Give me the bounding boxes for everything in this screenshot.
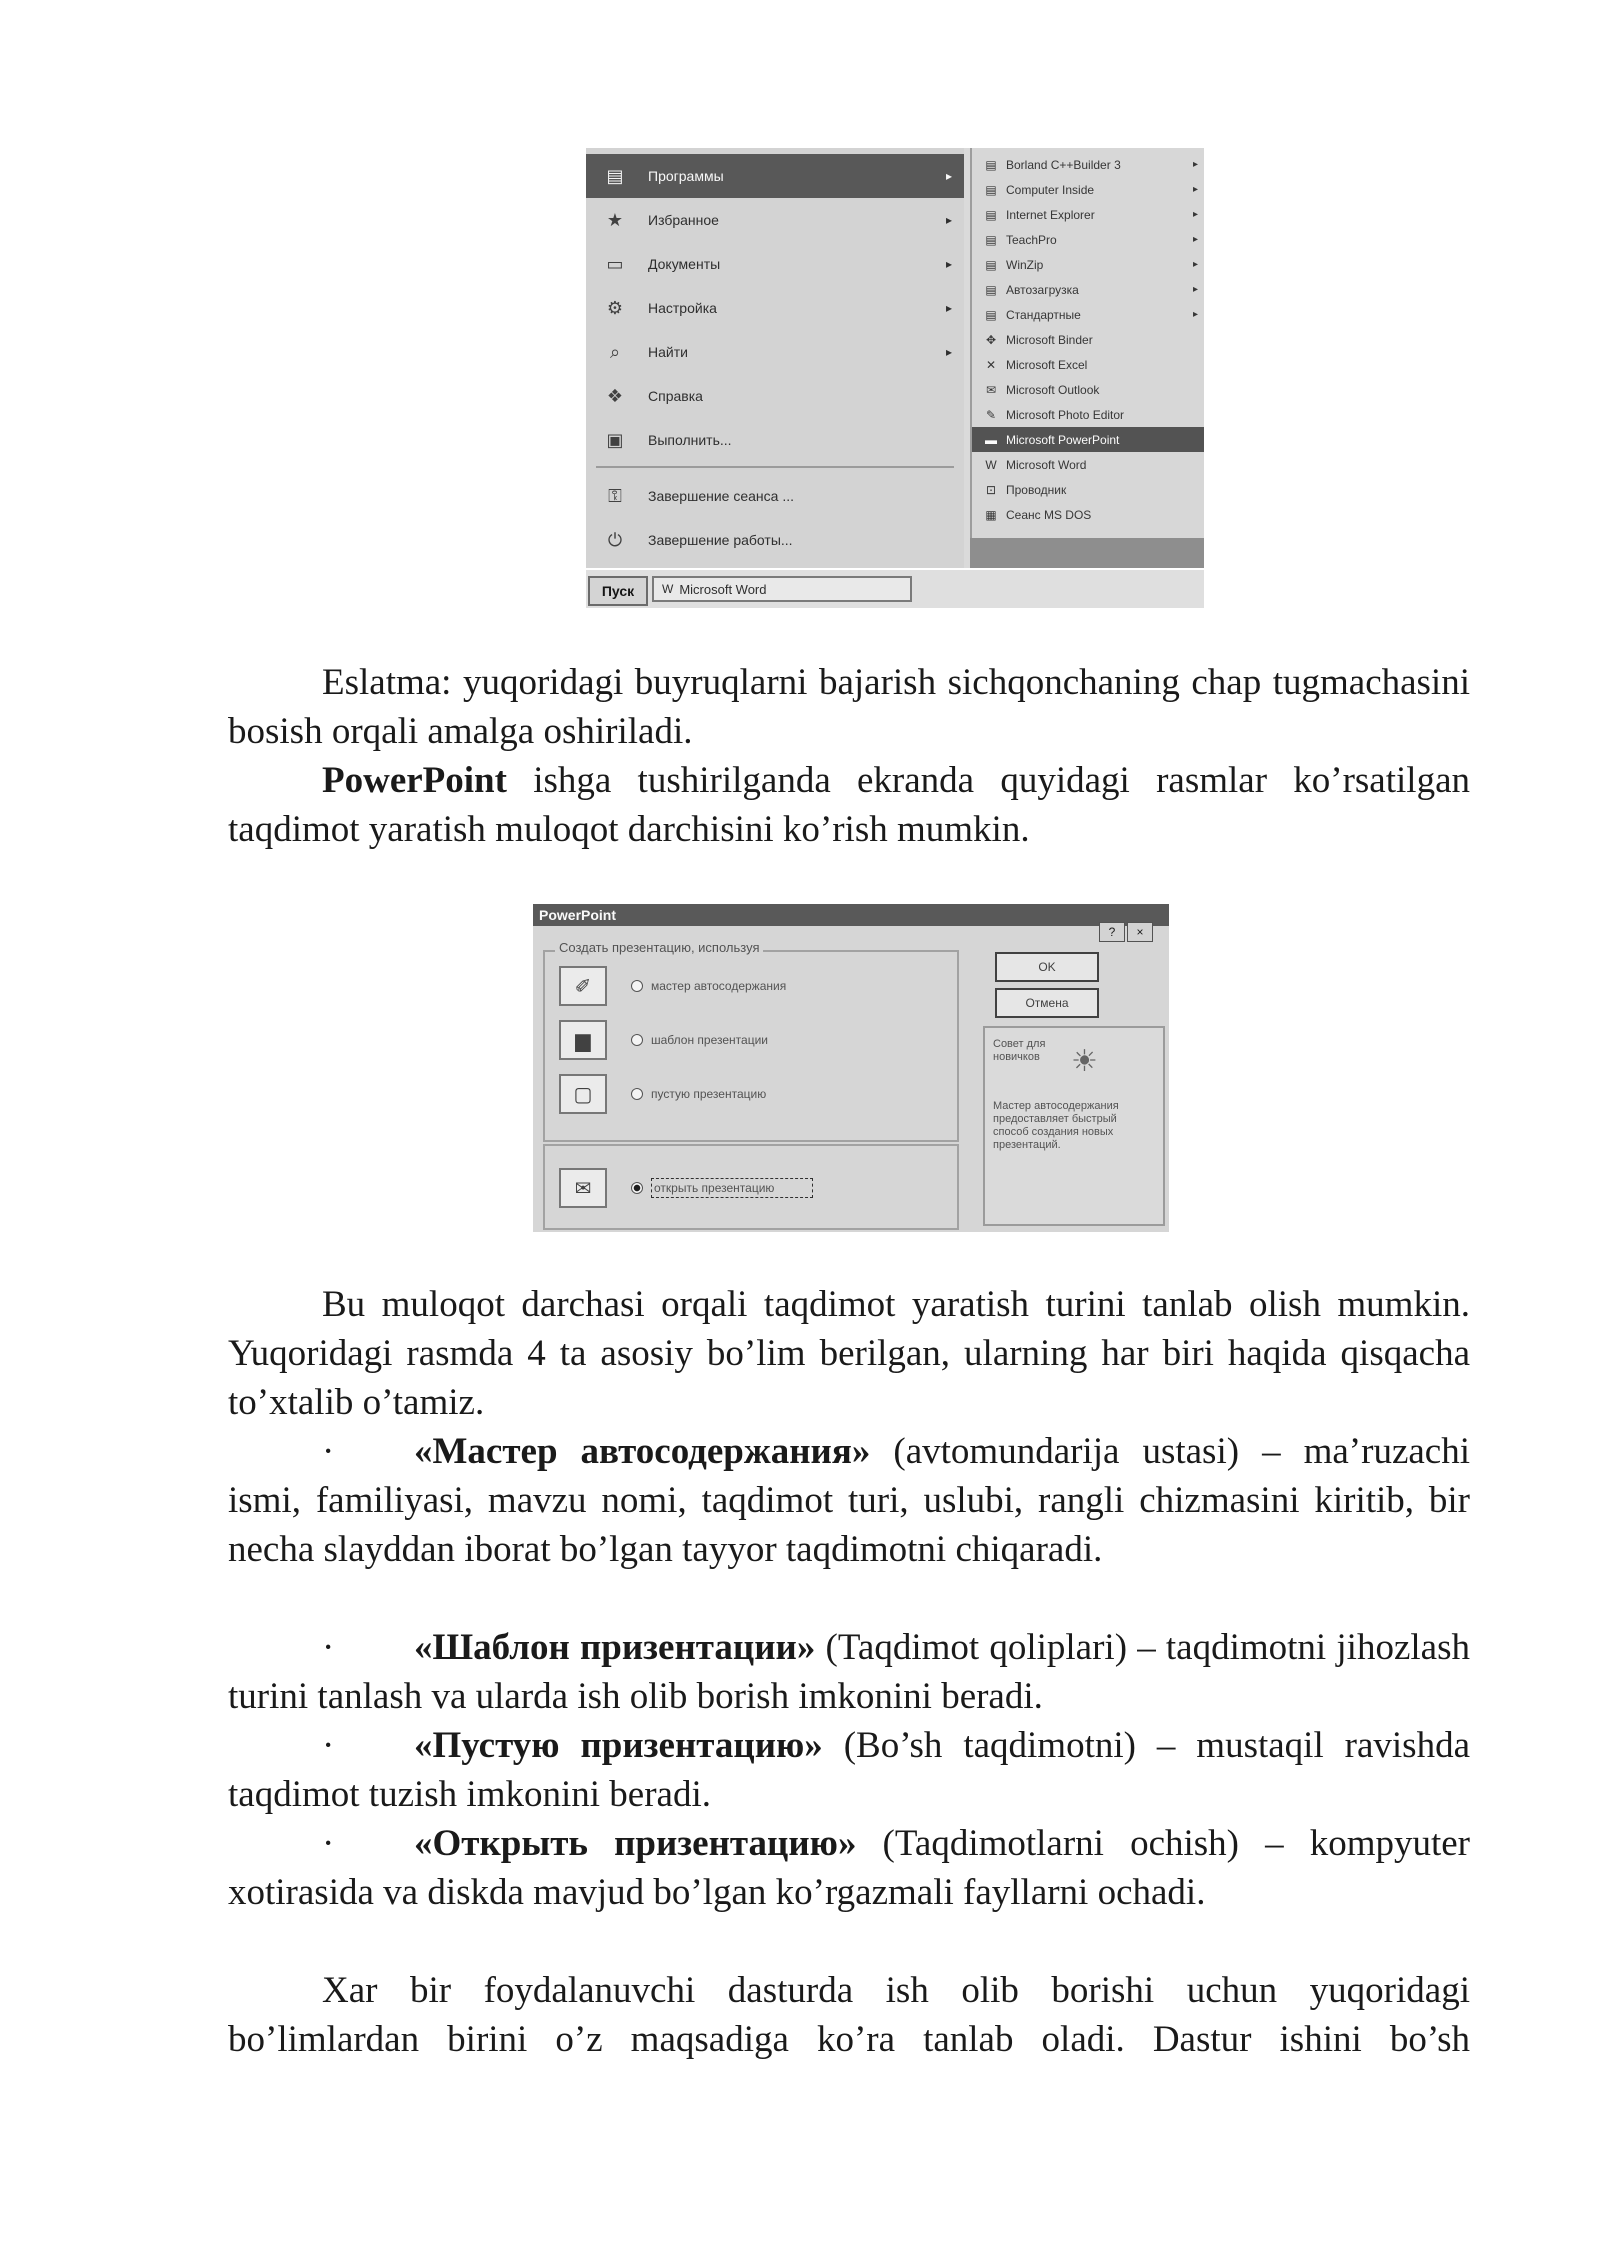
submenu-arrow-icon: ▸ [1192,209,1198,220]
bullet-dot: · [322,1725,335,1766]
run-icon: ▣ [606,429,624,450]
submenu-arrow-icon: ▸ [945,257,952,271]
start-menu-item-label: Справка [648,388,703,404]
settings-icon: ⚙ [606,297,624,318]
start-menu-screenshot [586,148,1204,608]
create-group-label: Создать презентацию, используя [555,940,763,955]
dialog-text: Bu muloqot darchasi orqali taqdimot yaratish turini tanlab olish mumkin. Yuqoridagi rasmda 4 ta asosiy bo’lim berilgan, ularning har biri haqida qisqacha to’xtalib o’tamiz. [228,1284,1470,1423]
open-title: «Открыть призентацию» [414,1823,857,1864]
submenu-item-label: Internet Explorer [1006,207,1095,222]
submenu-item[interactable] [972,352,1204,377]
option-radio[interactable] [631,1088,643,1100]
submenu-item-label: Сеанс MS DOS [1006,507,1092,522]
submenu-item[interactable] [972,302,1204,327]
start-menu-item[interactable] [586,374,964,418]
submenu-item-label: Стандартные [1006,307,1081,322]
program-icon: ▤ [985,257,997,272]
open-presentation-option[interactable] [559,1158,813,1218]
submenu-arrow-icon: ▸ [945,213,952,227]
start-menu-item-label: Выполнить... [648,432,732,448]
log-off-icon: ⚿ [608,485,622,506]
shutdown-icon: ⏻ [607,529,623,550]
powerpoint-dialog-screenshot [533,904,1169,1232]
bullet-dot: · [322,1823,335,1864]
note-text: Eslatma: yuqoridagi buyruqlarni bajarish sichqonchaning chap tugmachasini bosish orqali amalga oshiriladi. [228,662,1470,752]
submenu-item[interactable] [972,252,1204,277]
program-icon: ✎ [985,407,997,422]
bullet-open [228,1819,1470,1917]
submenu-item-label: Microsoft Photo Editor [1006,407,1125,422]
program-icon: ▤ [985,182,997,197]
programs-folder-icon: ▤ [606,165,624,186]
bullet-blank [228,1721,1470,1819]
submenu-item[interactable] [972,477,1204,502]
cancel-button[interactable]: Отмена [995,988,1099,1018]
submenu-item[interactable] [972,377,1204,402]
bullet-dot: · [322,1627,335,1668]
submenu-item-label: TeachPro [1006,232,1057,247]
blank-presentation-icon: ▢ [559,1074,607,1114]
option-radio[interactable] [631,980,643,992]
wizard-text: (avtomundarija ustasi) – ma’ruzachi ismi, familiyasi, mavzu nomi, taqdimot turi, uslubi, rangli chizmasini kiritib, bir necha slayddan iborat bo’lgan tayyor taqdimotni chiqaradi. [228,1431,1470,1570]
start-button[interactable]: Пуск [588,576,648,606]
bullet-template [228,1623,1470,1721]
submenu-item-label: Автозагрузка [1006,282,1079,297]
program-icon: ✉ [985,382,997,397]
submenu-item[interactable] [972,177,1204,202]
tip-lightbulb-icon: ☀ [1071,1045,1098,1078]
ok-button[interactable]: OK [995,952,1099,982]
create-option[interactable] [559,966,786,1006]
start-menu-item-label: Документы [648,256,721,272]
start-menu-item-label: Настройка [648,300,717,316]
option-label: пустую презентацию [651,1087,767,1101]
submenu-item[interactable] [972,427,1204,452]
submenu-item[interactable] [972,202,1204,227]
submenu-item[interactable] [972,227,1204,252]
submenu-arrow-icon: ▸ [945,301,952,315]
bullet-dot: · [322,1431,335,1472]
help-icon: ❖ [606,385,624,406]
submenu-arrow-icon: ▸ [945,345,952,359]
taskbar-task-word[interactable] [652,576,912,602]
submenu-arrow-icon: ▸ [1192,284,1198,295]
dialog-title-bar [533,904,1169,926]
documents-icon: ▭ [606,253,624,274]
start-menu-item-label: Избранное [648,212,719,228]
submenu-item-label: Проводник [1006,482,1067,497]
template-icon: ▆ [559,1020,607,1060]
submenu-item[interactable] [972,452,1204,477]
dialog-paragraph [228,1280,1470,1427]
powerpoint-paragraph [228,756,1470,854]
close-button[interactable]: × [1127,922,1153,942]
program-icon: ⊡ [985,482,997,497]
start-menu-item[interactable] [586,198,964,242]
blank-text: (Bo’sh taqdimotni) – mustaqil ravishda taqdimot tuzish imkonini beradi. [228,1725,1471,1815]
submenu-arrow-icon: ▸ [1192,234,1198,245]
program-icon: ▤ [985,207,997,222]
start-menu-item[interactable] [586,154,964,198]
submenu-item-label: WinZip [1006,257,1044,272]
template-text: (Taqdimot qoliplari) – taqdimotni jihozlash turini tanlash va ularda ish olib borish imkonini beradi. [228,1627,1470,1717]
submenu-item[interactable] [972,402,1204,427]
open-folder-icon: ✉ [559,1168,607,1208]
program-icon: ▦ [985,507,997,522]
dialog-title: PowerPoint [539,907,617,923]
submenu-item-label: Microsoft Excel [1006,357,1088,372]
submenu-item[interactable] [972,152,1204,177]
program-icon: W [985,457,997,472]
option-radio[interactable] [631,1034,643,1046]
start-menu-separator [596,466,954,468]
program-icon: ▤ [985,232,997,247]
create-option[interactable] [559,1074,766,1114]
template-title: «Шаблон призентации» [414,1627,816,1668]
note-paragraph [228,658,1470,756]
start-menu-item[interactable] [586,418,964,462]
help-button[interactable]: ? [1099,922,1125,942]
open-text: (Taqdimotlarni ochish) – kompyuter xotirasida va diskda mavjud bo’lgan ko’rgazmali fayllarni ochadi. [228,1823,1470,1913]
program-icon: ✕ [985,357,997,372]
favorites-icon: ★ [606,209,624,230]
submenu-arrow-icon: ▸ [1192,159,1198,170]
tip-heading: Совет для новичков [993,1038,1046,1063]
start-menu-item[interactable] [586,242,964,286]
word-icon: W [662,582,674,596]
program-icon: ▤ [985,282,997,297]
option-label: шаблон презентации [651,1033,768,1047]
submenu-arrow-icon: ▸ [1192,184,1198,195]
programs-submenu [970,148,1204,566]
submenu-item-label: Microsoft Binder [1006,332,1093,347]
start-menu-item-label: Завершение сеанса ... [648,488,794,504]
start-menu-item-label: Завершение работы... [648,532,793,548]
submenu-arrow-icon: ▸ [1192,259,1198,270]
submenu-arrow-icon: ▸ [945,169,952,183]
submenu-item-label: Computer Inside [1006,182,1095,197]
submenu-item-label: Microsoft PowerPoint [1006,432,1120,447]
start-menu-item[interactable] [586,286,964,330]
submenu-item[interactable] [972,277,1204,302]
taskbar-task-label: Microsoft Word [679,581,767,597]
submenu-item-label: Microsoft Outlook [1006,382,1100,397]
bullet-wizard [228,1427,1470,1574]
find-icon: ⌕ [609,341,621,362]
submenu-item-label: Borland C++Builder 3 [1006,157,1121,172]
blank-title: «Пустую призентацию» [414,1725,823,1766]
program-icon: ▤ [985,157,997,172]
start-menu-item[interactable] [586,474,964,518]
start-menu-item-label: Программы [648,168,724,184]
submenu-item[interactable] [972,502,1204,527]
start-menu-item-label: Найти [648,344,688,360]
submenu-bottom-bar [970,538,1204,568]
submenu-arrow-icon: ▸ [1192,309,1198,320]
powerpoint-bold: PowerPoint [322,760,507,801]
tip-text: Мастер автосодержания предоставляет быстрый способ создания новых презентаций. [993,1100,1119,1151]
final-text: Xar bir foydalanuvchi dasturda ish olib borishi uchun yuqoridagi bo’limlardan birini o’z maqsadiga ko’ra tanlab oladi. Dastur ishini bo’sh [228,1970,1470,2060]
submenu-item[interactable] [972,327,1204,352]
final-paragraph [228,1966,1470,2064]
program-icon: ▬ [985,432,997,447]
open-radio[interactable] [631,1182,643,1194]
submenu-item-label: Microsoft Word [1006,457,1087,472]
start-menu-item[interactable] [586,518,964,562]
open-presentation-label: открыть презентацию [651,1178,813,1198]
taskbar [586,568,1204,608]
powerpoint-text: ishga tushirilganda ekranda quyidagi rasmlar ko’rsatilgan taqdimot yaratish muloqot darchisini ko’rish mumkin. [228,760,1470,850]
wizard-title: «Мастер автосодержания» [414,1431,871,1472]
option-label: мастер автосодержания [651,979,787,993]
program-icon: ✥ [985,332,997,347]
wizard-icon: ✐ [559,966,607,1006]
program-icon: ▤ [985,307,997,322]
start-menu-item[interactable] [586,330,964,374]
start-menu [586,148,964,568]
create-option[interactable] [559,1020,768,1060]
